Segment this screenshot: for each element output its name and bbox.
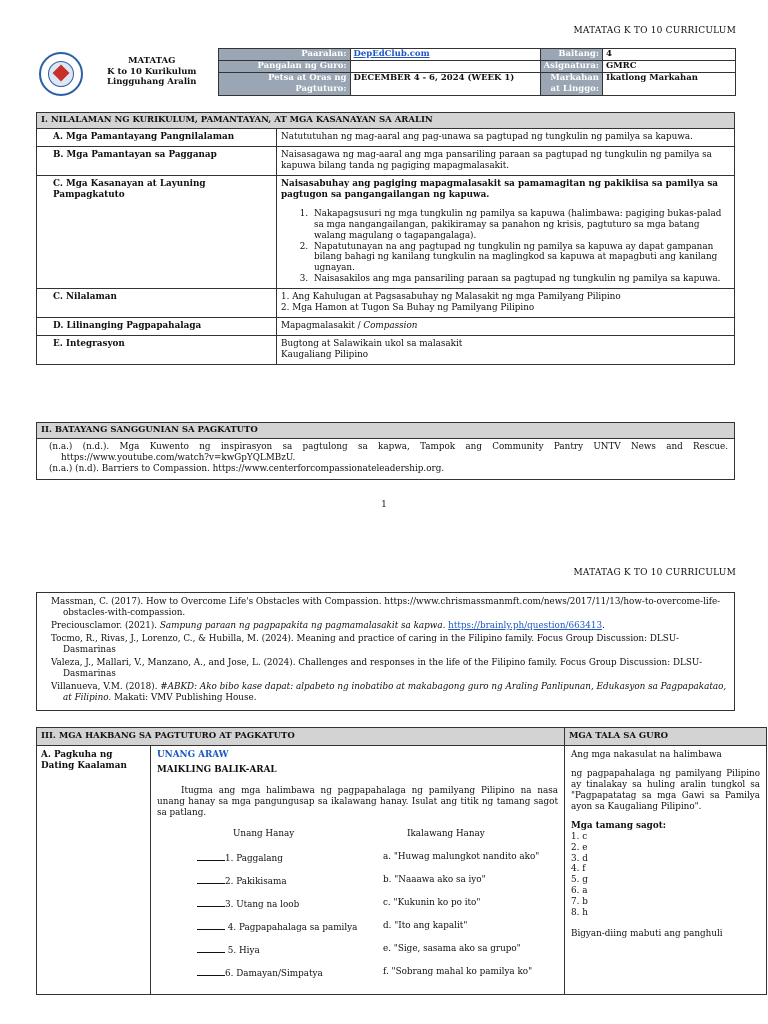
reference-item: Massman, C. (2017). How to Overcome Life's Obstacles with Compassion. https://www.chrismassmanmft.com/news/2017/11/13/how-to-overcome-life-obstacles-with-compassion. <box>51 597 721 618</box>
subject-value: GMRC <box>602 61 735 73</box>
answer-blank[interactable] <box>197 921 225 930</box>
column1-heading: Unang Hanay <box>233 828 295 839</box>
row-label: C. Mga Kasanayan at Layuning Pampagkatuto <box>37 175 277 289</box>
list-item: 1. Nakapagsusuri ng mga tungkulin ng pamilya sa kapuwa (halimbawa: pagiging bukas-palad sa mga nangangailangan, pakikiramay sa panahon ng krisis, pagtuturo sa mga batang walang magulang o tagapangalaga). <box>311 209 730 242</box>
quarter-value: Ikatlong Markahan <box>602 73 735 96</box>
answer-blank[interactable] <box>197 875 225 884</box>
note-text: Ang mga nakasulat na halimbawa <box>571 749 722 760</box>
teacher-label: Pangalan ng Guro: <box>218 61 350 73</box>
step-content <box>151 745 565 994</box>
instruction-text: Itugma ang mga halimbawa ng pagpapahalaga ng pamilyang Pilipino na nasa unang hanay sa mga pangungusap sa ikalawang hanay. Isulat ang titik ng tamang sagot sa patlang. <box>157 785 558 818</box>
answer-blank[interactable] <box>197 898 225 907</box>
row-label: E. Integrasyon <box>37 336 277 365</box>
activity-title: MAIKLING BALIK-ARAL <box>157 764 277 775</box>
date-value: DECEMBER 4 - 6, 2024 (WEEK 1) <box>350 73 540 96</box>
row-value: Natututuhan ng mag-aaral ang pag-unawa sa pagtupad ng tungkulin ng pamilya sa kapuwa. <box>277 128 735 146</box>
matching-row: 6. Damayan/Simpatya f. "Sobrang mahal ko pamilya ko" <box>157 967 558 990</box>
school-link[interactable]: DepEdClub.com <box>353 49 430 59</box>
reference-item: Preciousclamor. (2021). Sampung paraan ng pagpapakita ng pagmamalasakit sa kapwa. https://brainly.ph/question/663413. <box>51 620 605 631</box>
date-label: Petsa at Oras ng Pagtuturo: <box>218 73 350 96</box>
teacher-notes <box>565 745 767 994</box>
answer-key: 1. c 2. e 3. d 4. f 5. g 6. a 7. b 8. h <box>571 831 588 919</box>
matching-exercise <box>157 829 558 990</box>
school-label: Paaralan: <box>218 49 350 61</box>
day-label: UNANG ARAW <box>157 749 229 760</box>
row-label: A. Mga Pamantayang Pangnilalaman <box>37 128 277 146</box>
curriculum-label: MATATAG K TO 10 CURRICULUM <box>573 568 736 578</box>
answers-heading: Mga tamang sagot: <box>571 820 667 831</box>
reference-list <box>37 438 735 479</box>
objective-list <box>311 209 730 286</box>
deped-seal <box>30 49 86 96</box>
quarter-label: Markahan at Linggo: <box>540 73 602 96</box>
lesson-title: MATATAG K to 10 Kurikulum Lingguhang Aralin <box>107 56 197 88</box>
page-2 <box>0 560 768 1024</box>
notes-heading: MGA TALA SA GURO <box>565 728 767 746</box>
reference-item: Villanueva, V.M. (2018). #ABKD: Ako bibo kase dapat: alpabeto ng inobatibo at makabagong guro ng Araling Panlipunan, Edukasyon sa Pagpapakatao, at Filipino. Makati: VMV Publishing House. <box>51 681 727 703</box>
reference-item: (n.a.) (n.d). Barriers to Compassion. https://www.centerforcompassionateleadership.org. <box>49 463 445 474</box>
matching-row: 2. Pakikisama b. "Naaawa ako sa iyo" <box>157 875 558 898</box>
matching-row: 4. Pagpapahalaga sa pamilya d. "Ito ang kapalit" <box>157 921 558 944</box>
teacher-value <box>350 61 540 73</box>
section1-heading: I. NILALAMAN NG KURIKULUM, PAMANTAYAN, AT MGA KASANAYAN SA ARALIN <box>37 113 735 129</box>
section-references <box>36 422 735 480</box>
page-gap <box>0 520 768 560</box>
content-cell: 1. Ang Kahulugan at Pagsasabuhay ng Malasakit ng mga Pamilyang Pilipino 2. Mga Hamon at Tugon Sa Buhay ng Pamilyang Pilipino <box>277 289 735 318</box>
row-label: C. Nilalaman <box>37 289 277 318</box>
step-label: A. Pagkuha ng Dating Kaalaman <box>37 745 151 994</box>
grade-value: 4 <box>602 49 735 61</box>
section2-heading: II. BATAYANG SANGGUNIAN SA PAGKATUTO <box>37 423 735 439</box>
row-label: D. Lilinanging Pagpapahalaga <box>37 318 277 336</box>
grade-label: Baitang: <box>540 49 602 61</box>
page-number: 1 <box>381 500 387 510</box>
objectives-cell <box>277 175 735 289</box>
lesson-header <box>30 48 736 100</box>
school-value <box>350 49 540 61</box>
note-text: Bigyan-diing mabuti ang panghuli <box>571 929 723 940</box>
matching-row: 1. Paggalang a. "Huwag malungkot nandito ako" <box>157 852 558 875</box>
reference-item: Tocmo, R., Rivas, J., Lorenzo, C., & Hubilla, M. (2024). Meaning and practice of caring in the Filipino family. Focus Group Discussion: DLSU-Dasmarinas <box>51 633 680 655</box>
values-cell: Mapagmalasakit / Compassion <box>277 318 735 336</box>
section-curriculum-content <box>36 112 735 365</box>
answer-blank[interactable] <box>197 852 225 861</box>
reference-item: (n.a.) (n.d.). Mga Kuwento ng inspirasyon sa pagtulong sa kapwa, Tampok ang Community Pantry UNTV News and Rescue. https://www.youtube.com/watch?v=kwGpYQLMBzU. <box>49 441 728 463</box>
row-label: B. Mga Pamantayan sa Pagganap <box>37 146 277 175</box>
column2-heading: Ikalawang Hanay <box>407 828 485 839</box>
curriculum-label: MATATAG K TO 10 CURRICULUM <box>573 26 736 36</box>
reference-list <box>37 593 735 711</box>
matching-row: 3. Utang na loob c. "Kukunin ko po ito" <box>157 898 558 921</box>
integration-cell: Bugtong at Salawikain ukol sa malasakit Kaugaliang Pilipino <box>277 336 735 365</box>
section-teaching-steps <box>36 727 767 995</box>
reference-continuation <box>36 592 735 711</box>
answer-blank[interactable] <box>197 967 225 976</box>
matching-row: 5. Hiya e. "Sige, sasama ako sa grupo" <box>157 944 558 967</box>
brainly-link[interactable]: https://brainly.ph/question/663413 <box>448 620 603 631</box>
row-value: Naisasagawa ng mag-aaral ang mga pansariling paraan sa pagtupad ng tungkulin ng pamilya sa kapuwa bilang tanda ng pagiging mapagmalasakit. <box>277 146 735 175</box>
list-item: 3. Naisasakilos ang mga pansariling paraan sa pagtupad ng tungkulin ng pamilya sa kapuwa. <box>311 274 730 285</box>
note-text: ng pagpapahalaga ng pamilyang Pilipino ay tinalakay sa huling aralin tungkol sa "Pagpapatatag sa mga Gawi sa Pamilya ayon sa Kaugaliang Pilipino". <box>571 768 760 812</box>
seal-icon <box>39 52 83 96</box>
answer-blank[interactable] <box>197 944 225 953</box>
list-item: 2. Napatutunayan na ang pagtupad ng tungkulin ng pamilya sa kapuwa ay dapat gampanan bilang bahagi ng kanilang tungkulin na maglingkod sa kapuwa at mapagbuti ang kanilang ugnayan. <box>311 242 730 275</box>
objective-summary: Naisasabuhay ang pagiging mapagmalasakit sa pamamagitan ng pakikiisa sa pamilya sa pagtugon sa pangangailangan ng kapuwa. <box>281 178 719 200</box>
subject-label: Asignatura: <box>540 61 602 73</box>
section3-heading: III. MGA HAKBANG SA PAGTUTURO AT PAGKATUTO <box>37 728 565 746</box>
reference-item: Valeza, J., Mallari, V., Manzano, A., and Jose, L. (2024). Challenges and responses in the life of the Filipino family. Focus Group Discussion: DLSU-Dasmarinas <box>51 657 703 679</box>
